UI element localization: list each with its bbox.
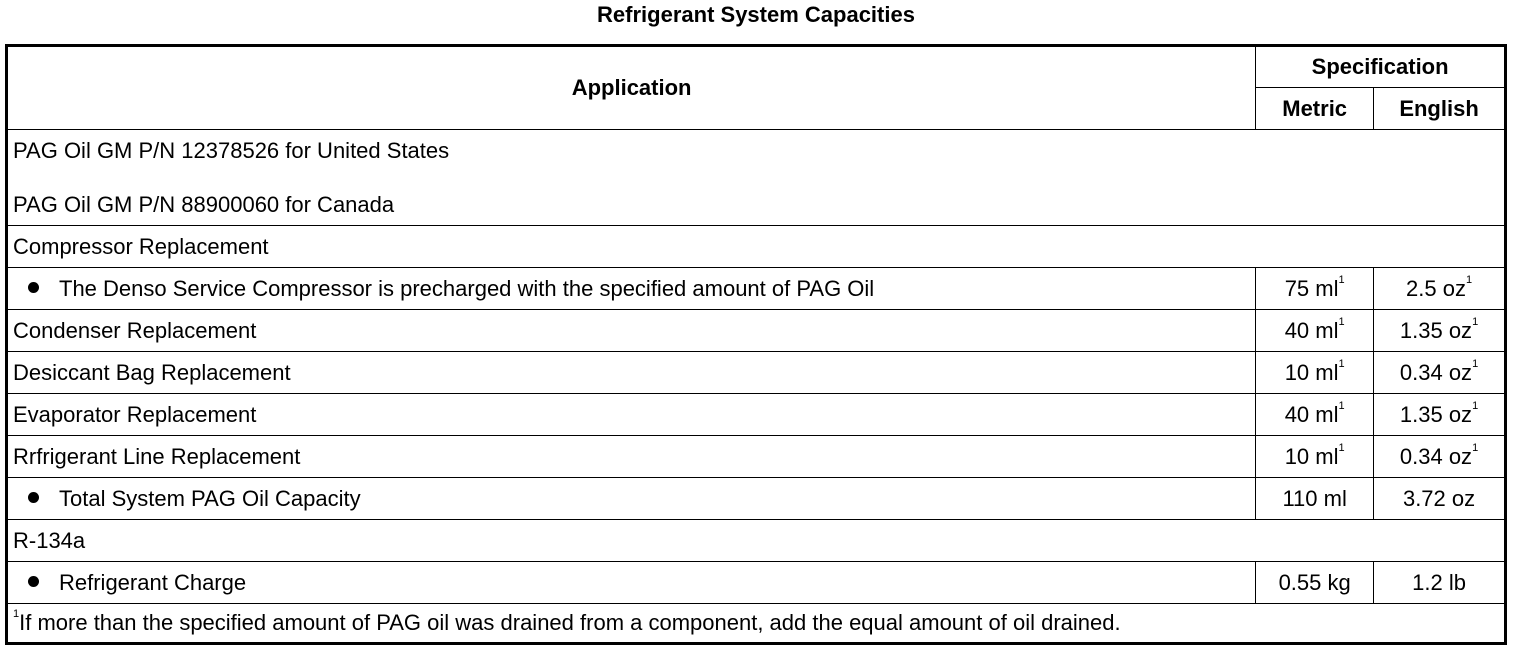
footnote-cell bbox=[7, 604, 1506, 644]
english-value-cell bbox=[1374, 268, 1506, 310]
row-label: Total System PAG Oil Capacity bbox=[59, 485, 361, 511]
pag-oil-canada: PAG Oil GM P/N 88900060 for Canada bbox=[13, 191, 395, 217]
row-label-cell bbox=[7, 478, 1256, 520]
row-label: Evaporator Replacement bbox=[7, 394, 1256, 436]
footnote-ref: 1 bbox=[1472, 441, 1479, 454]
footnote-ref: 1 bbox=[1472, 357, 1479, 370]
footnote-ref: 1 bbox=[1338, 441, 1345, 454]
metric-value-cell bbox=[1256, 310, 1374, 352]
english-value-cell bbox=[1374, 352, 1506, 394]
footnote-ref: 1 bbox=[1472, 315, 1479, 328]
page-title: Refrigerant System Capacities bbox=[597, 2, 915, 27]
pag-oil-us: PAG Oil GM P/N 12378526 for United States bbox=[13, 137, 450, 163]
footnote-ref: 1 bbox=[1472, 399, 1479, 412]
row-label: R-134a bbox=[7, 520, 1506, 562]
row-label-cell bbox=[7, 562, 1256, 604]
table-row bbox=[7, 562, 1506, 604]
header-application: Application bbox=[7, 46, 1256, 130]
metric-value: 75 ml bbox=[1284, 275, 1339, 301]
metric-value-cell bbox=[1256, 352, 1374, 394]
table-row bbox=[7, 268, 1506, 310]
table-row bbox=[7, 520, 1506, 562]
row-label: Refrigerant Charge bbox=[59, 569, 247, 595]
metric-value: 40 ml bbox=[1284, 317, 1339, 343]
footnote-text: If more than the specified amount of PAG oil was drained from a component, add the equal amount of oil drained. bbox=[19, 610, 1121, 635]
bullet-icon bbox=[28, 576, 39, 587]
english-value: 3.72 oz bbox=[1374, 478, 1506, 520]
table-row bbox=[7, 478, 1506, 520]
table-row bbox=[7, 436, 1506, 478]
header-english: English bbox=[1374, 88, 1506, 130]
english-value: 1.35 oz bbox=[1399, 317, 1473, 343]
row-label: Compressor Replacement bbox=[7, 226, 1506, 268]
metric-value-cell bbox=[1256, 394, 1374, 436]
english-value: 1.35 oz bbox=[1399, 401, 1473, 427]
row-label: Condenser Replacement bbox=[7, 310, 1256, 352]
footnote-ref: 1 bbox=[1338, 357, 1345, 370]
metric-value-cell bbox=[1256, 436, 1374, 478]
header-metric: Metric bbox=[1256, 88, 1374, 130]
metric-value: 10 ml bbox=[1284, 443, 1339, 469]
bullet-icon bbox=[28, 492, 39, 503]
header-row bbox=[7, 46, 1506, 88]
table-row bbox=[7, 394, 1506, 436]
metric-value-cell bbox=[1256, 268, 1374, 310]
metric-value: 40 ml bbox=[1284, 401, 1339, 427]
english-value: 0.34 oz bbox=[1399, 443, 1473, 469]
table-row-pag-oil bbox=[7, 130, 1506, 226]
table-row bbox=[7, 226, 1506, 268]
english-value-cell bbox=[1374, 436, 1506, 478]
footnote-ref: 1 bbox=[1465, 273, 1473, 286]
english-value-cell bbox=[1374, 310, 1506, 352]
english-value: 1.2 lb bbox=[1374, 562, 1506, 604]
pag-oil-cell bbox=[7, 130, 1506, 226]
row-label: Desiccant Bag Replacement bbox=[7, 352, 1256, 394]
footnote-row bbox=[7, 604, 1506, 644]
footnote-ref: 1 bbox=[1338, 315, 1345, 328]
table-row bbox=[7, 310, 1506, 352]
footnote-ref: 1 bbox=[1338, 399, 1345, 412]
footnote-ref: 1 bbox=[1338, 273, 1345, 286]
capacities-table bbox=[5, 44, 1507, 645]
row-label: Rrfrigerant Line Replacement bbox=[7, 436, 1256, 478]
header-specification: Specification bbox=[1256, 46, 1506, 88]
english-value: 0.34 oz bbox=[1399, 359, 1473, 385]
row-label: The Denso Service Compressor is precharged with the specified amount of PAG Oil bbox=[59, 275, 875, 301]
footnote-mark: 1 bbox=[13, 608, 20, 620]
metric-value: 0.55 kg bbox=[1256, 562, 1374, 604]
bullet-icon bbox=[28, 282, 39, 293]
row-label-cell bbox=[7, 268, 1256, 310]
metric-value: 110 ml bbox=[1256, 478, 1374, 520]
english-value-cell bbox=[1374, 394, 1506, 436]
metric-value: 10 ml bbox=[1284, 359, 1339, 385]
english-value: 2.5 oz bbox=[1406, 275, 1466, 301]
table-row bbox=[7, 352, 1506, 394]
